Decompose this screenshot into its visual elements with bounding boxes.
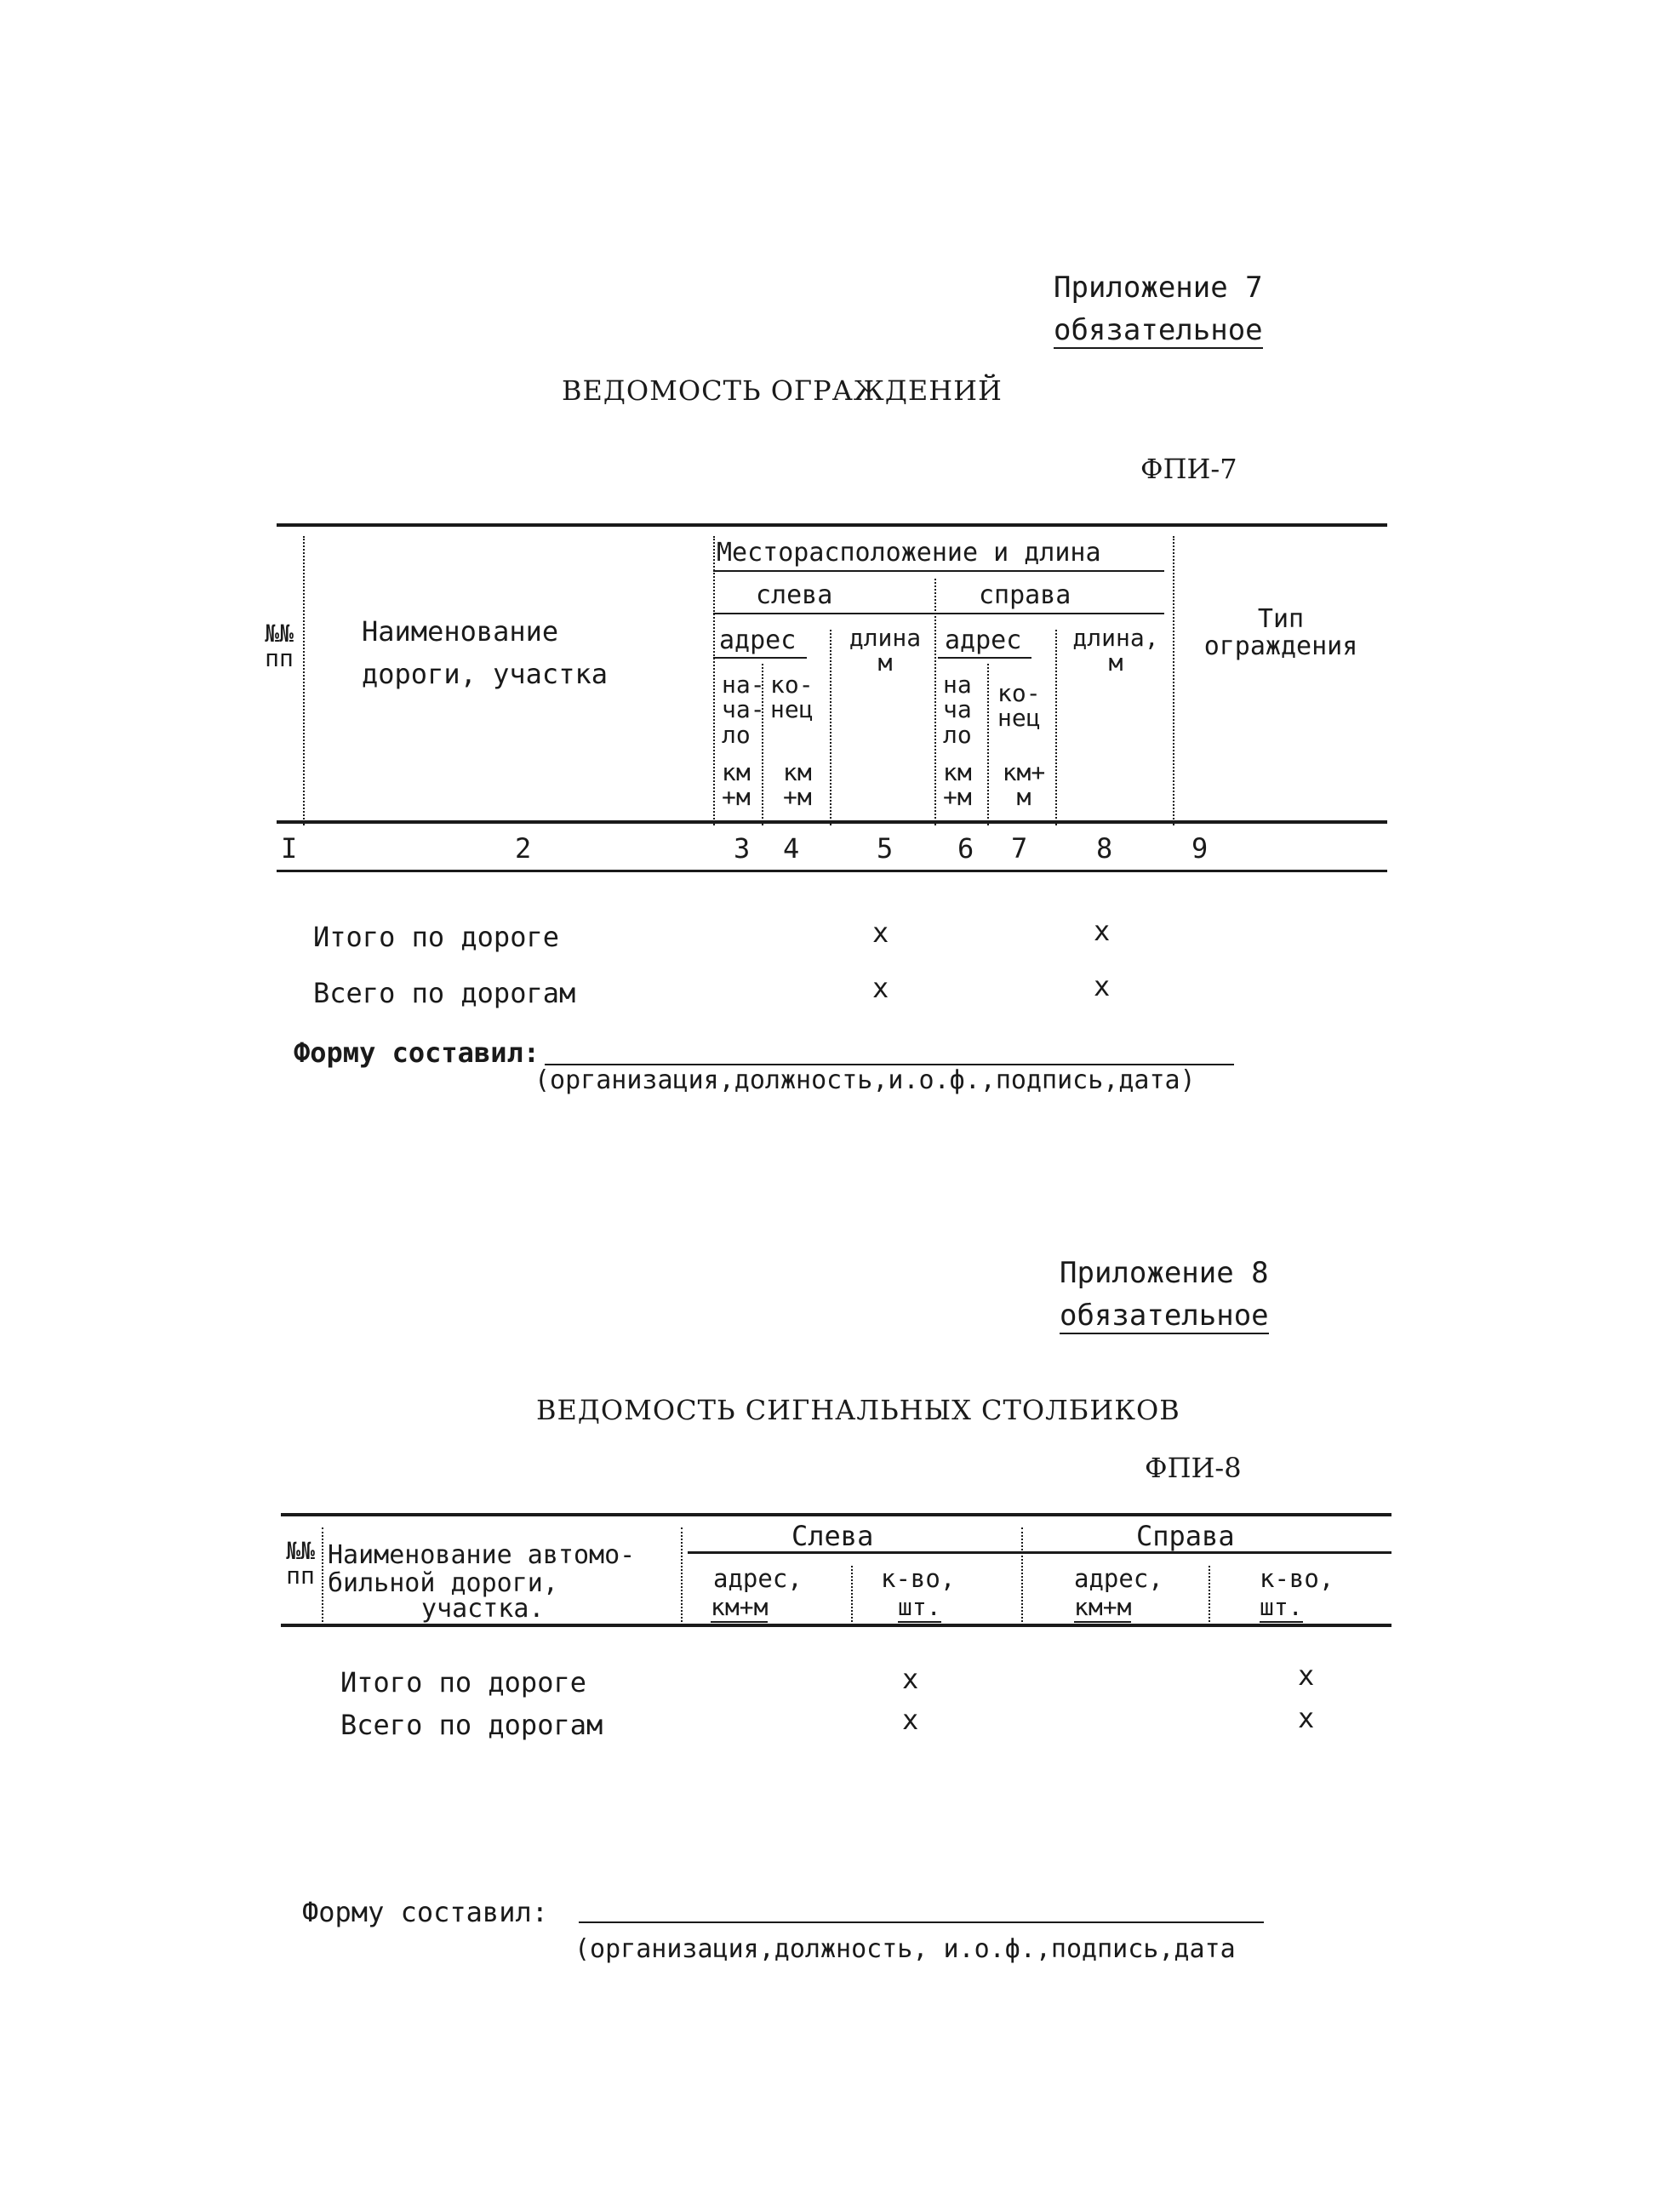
- table8-left-count-unit: шт.: [898, 1593, 941, 1621]
- table7-col-num: №№ пп: [265, 620, 294, 673]
- table8-sep-3: [851, 1566, 853, 1625]
- table7-location-group: Месторасположение и длина: [717, 538, 1101, 568]
- table7-colnum-7: 7: [1011, 832, 1028, 865]
- compiled-label-7: Форму составил:: [294, 1036, 540, 1069]
- table7-sep-8: [1055, 630, 1057, 825]
- table7-right: справа: [979, 580, 1071, 610]
- table7-right-length: длина, м: [1072, 624, 1159, 677]
- table7-right-address: адрес: [945, 625, 1022, 655]
- table7-addr-left-rule: [713, 657, 807, 659]
- table8-col-name-l3: участка.: [421, 1594, 545, 1624]
- table7-right-end-unit: км+ м: [1002, 758, 1046, 812]
- table7-total-road-label: Итого по дороге: [313, 921, 559, 953]
- table8-total-all-left: x: [902, 1704, 919, 1736]
- table7-total-all-c5: x: [872, 972, 889, 1004]
- table8-total-road-left: x: [902, 1663, 919, 1695]
- table7-colnum-2: 2: [515, 832, 532, 865]
- compiled-hint-7: (организация,должность,и.о.ф.,подпись,дата): [534, 1065, 1196, 1095]
- table7-col-name: Наименование дороги, участка: [362, 615, 608, 690]
- table8-sep-4: [1021, 1527, 1023, 1625]
- form-code-7: ФПИ-7: [1140, 453, 1237, 485]
- table7-left-start-unit: км +м: [722, 758, 751, 812]
- table8-right-address-unit: км+м: [1074, 1593, 1132, 1621]
- table8-total-all-label: Всего по дорогам: [340, 1709, 603, 1741]
- table7-colnum-3: 3: [734, 832, 751, 865]
- table7-sep-2: [713, 536, 715, 825]
- table7-left-address: адрес: [719, 625, 797, 655]
- table7-colnum-5: 5: [877, 832, 894, 865]
- signature-line-8: [579, 1921, 1264, 1923]
- page-title-8: ВЕДОМОСТЬ СИГНАЛЬНЫХ СТОЛБИКОВ: [536, 1394, 1180, 1426]
- table7-total-all-label: Всего по дорогам: [313, 977, 576, 1009]
- appendix-7-status: обязательное: [1054, 313, 1263, 347]
- table7-top-rule: [277, 523, 1387, 527]
- table8-left-address-unit: км+м: [711, 1593, 769, 1621]
- table7-total-all-c8: x: [1094, 970, 1111, 1002]
- table8-col-num: №№ пп: [286, 1537, 315, 1590]
- table8-total-all-right: x: [1298, 1702, 1315, 1734]
- table8-left-address: адрес,: [713, 1564, 803, 1593]
- table7-left: слева: [756, 580, 833, 610]
- table7-sep-1: [303, 536, 305, 825]
- table7-colnum-1: I: [281, 832, 298, 865]
- table7-colnum-6: 6: [957, 832, 974, 865]
- table7-total-road-c5: x: [872, 916, 889, 949]
- table7-left-length: длина м: [849, 624, 922, 677]
- table8-left-count: к-во,: [881, 1564, 956, 1593]
- table7-right-start-unit: км +м: [943, 758, 972, 812]
- table8-sep-1: [322, 1527, 323, 1625]
- table8-sep-5: [1209, 1566, 1210, 1625]
- table7-total-road-c8: x: [1094, 915, 1111, 947]
- page-title-7: ВЕДОМОСТЬ ОГРАЖДЕНИЙ: [562, 374, 1003, 407]
- table7-sep-7: [987, 664, 989, 825]
- table8-total-road-label: Итого по дороге: [340, 1666, 586, 1699]
- table7-left-start: на-ча-ло: [722, 671, 765, 749]
- form-code-8: ФПИ-8: [1145, 1452, 1242, 1484]
- table8-col-name-l1: Наименование автомо-: [328, 1540, 636, 1570]
- table7-right-end: ко-нец: [997, 679, 1041, 733]
- table8-col-name-l2: бильной дороги,: [328, 1568, 558, 1598]
- table8-right-count-unit: шт.: [1260, 1593, 1303, 1621]
- appendix-8-status: обязательное: [1060, 1299, 1269, 1333]
- table7-sep-3: [934, 579, 936, 825]
- appendix-8-label: Приложение 8: [1060, 1256, 1269, 1290]
- table8-right-count: к-во,: [1260, 1564, 1334, 1593]
- table7-left-end-unit: км +м: [783, 758, 812, 812]
- table7-sep-6: [830, 630, 831, 825]
- table8-left: Слева: [791, 1520, 874, 1552]
- table8-right-address: адрес,: [1074, 1564, 1163, 1593]
- compiled-label-8: Форму составил:: [302, 1896, 548, 1928]
- table8-right: Справа: [1136, 1520, 1235, 1552]
- table7-sep-4: [1173, 536, 1174, 825]
- table8-total-road-right: x: [1298, 1659, 1315, 1692]
- table8-sep-2: [681, 1527, 683, 1625]
- table7-addr-right-rule: [938, 657, 1031, 659]
- appendix-7-label: Приложение 7: [1054, 271, 1263, 305]
- table8-top-rule: [281, 1513, 1391, 1516]
- table7-colnum-8: 8: [1096, 832, 1113, 865]
- table7-right-start: на ча ло: [943, 671, 972, 749]
- table7-colnum-4: 4: [783, 832, 800, 865]
- table7-bottom-rule: [277, 870, 1387, 872]
- table7-col-type: Тип ограждения: [1203, 604, 1358, 661]
- table7-left-end: ко-нец: [770, 671, 814, 724]
- table7-header-rule: [277, 820, 1387, 824]
- table7-side-rule: [713, 613, 1164, 614]
- table7-group-rule: [713, 570, 1164, 572]
- table7-colnum-9: 9: [1191, 832, 1209, 865]
- compiled-hint-8: (организация,должность, и.о.ф.,подпись,дата: [574, 1934, 1236, 1964]
